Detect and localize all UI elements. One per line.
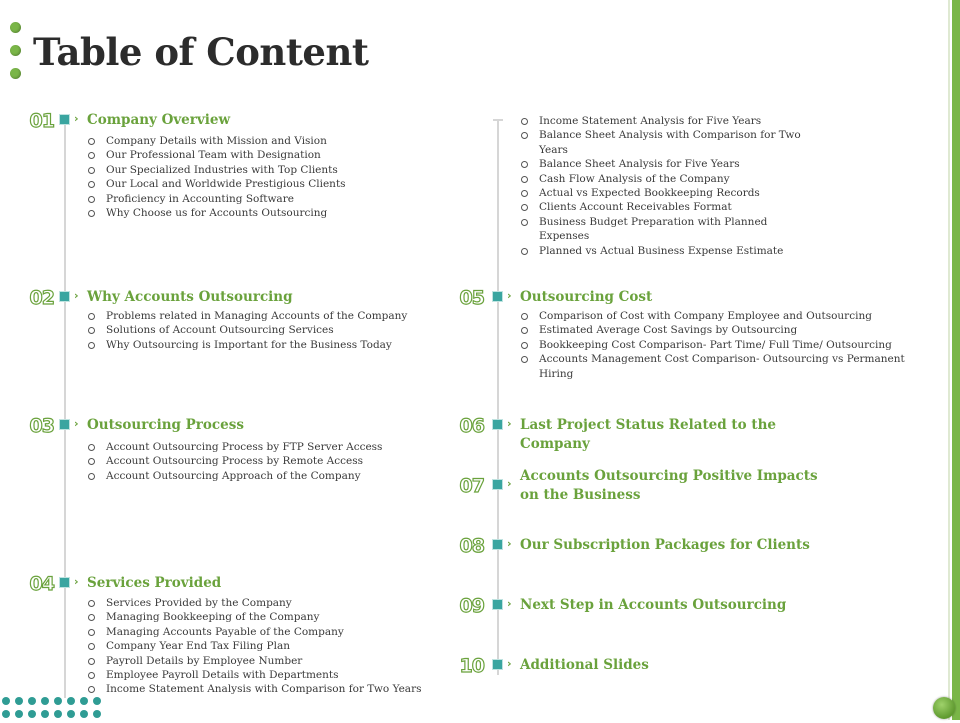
section-heading[interactable]: Accounts Outsourcing Positive Impacts on the Business — [520, 468, 818, 503]
list-item: Cash Flow Analysis of the Company — [520, 172, 810, 186]
chevron-right-icon: › — [507, 537, 512, 550]
marker-icon — [60, 292, 69, 301]
section-bullets — [87, 440, 447, 483]
list-item: Clients Account Receivables Format — [520, 200, 810, 214]
list-item: Balance Sheet Analysis with Comparison for Two Years — [520, 128, 810, 157]
dot-icon — [80, 710, 88, 718]
dot-icon — [41, 710, 49, 718]
marker-icon — [60, 420, 69, 429]
dot-icon — [28, 710, 36, 718]
section-heading[interactable]: Company Overview — [87, 112, 231, 128]
list-item: Estimated Average Cost Savings by Outsourcing — [520, 323, 940, 337]
section-number: 10 — [459, 655, 484, 677]
dot-icon — [28, 697, 36, 705]
list-item: Company Details with Mission and Vision — [87, 134, 447, 148]
list-item: Company Year End Tax Filing Plan — [87, 639, 447, 653]
list-item: Our Professional Team with Designation — [87, 148, 447, 162]
dot-icon — [54, 697, 62, 705]
list-item: Income Statement Analysis for Five Years — [520, 114, 810, 128]
right-border-bar — [952, 0, 960, 720]
list-item: Solutions of Account Outsourcing Services — [87, 323, 447, 337]
marker-icon — [493, 660, 502, 669]
chevron-right-icon: › — [507, 417, 512, 430]
decorative-ball-icon — [933, 697, 955, 719]
list-item: Why Choose us for Accounts Outsourcing — [87, 206, 447, 220]
dot-icon — [93, 697, 101, 705]
list-item: Bookkeeping Cost Comparison- Part Time/ Full Time/ Outsourcing — [520, 338, 940, 352]
section-number: 02 — [29, 287, 54, 309]
dot-icon — [10, 22, 21, 33]
list-item: Services Provided by the Company — [87, 596, 447, 610]
section-heading[interactable]: Outsourcing Process — [87, 417, 244, 433]
chevron-right-icon: › — [507, 657, 512, 670]
chevron-right-icon: › — [507, 477, 512, 490]
right-border-inner — [948, 0, 950, 720]
dot-icon — [2, 697, 10, 705]
list-item: Problems related in Managing Accounts of the Company — [87, 309, 447, 323]
dot-icon — [15, 710, 23, 718]
chevron-right-icon: › — [74, 417, 79, 430]
decorative-dot-grid — [2, 697, 101, 723]
marker-icon — [493, 420, 502, 429]
chevron-right-icon: › — [74, 575, 79, 588]
timeline-right-cap — [493, 119, 503, 121]
chevron-right-icon: › — [507, 289, 512, 302]
list-item: Business Budget Preparation with Planned Expenses — [520, 215, 810, 244]
list-item: Our Specialized Industries with Top Clients — [87, 163, 447, 177]
marker-icon — [60, 115, 69, 124]
marker-icon — [493, 480, 502, 489]
section-number: 07 — [459, 475, 484, 497]
timeline-left — [64, 118, 66, 698]
list-item: Payroll Details by Employee Number — [87, 654, 447, 668]
list-item: Our Local and Worldwide Prestigious Clients — [87, 177, 447, 191]
section-number: 01 — [29, 110, 54, 132]
list-item: Employee Payroll Details with Departments — [87, 668, 447, 682]
list-item: Managing Bookkeeping of the Company — [87, 610, 447, 624]
chevron-right-icon: › — [507, 597, 512, 610]
section-heading[interactable]: Outsourcing Cost — [520, 289, 653, 305]
section-04-continued-bullets — [520, 114, 810, 258]
section-heading[interactable]: Additional Slides — [520, 657, 649, 673]
section-number: 08 — [459, 535, 484, 557]
dot-icon — [15, 697, 23, 705]
section-bullets — [87, 309, 447, 352]
dot-icon — [54, 710, 62, 718]
dot-icon — [10, 45, 21, 56]
section-heading[interactable]: Last Project Status Related to the Company — [520, 417, 776, 452]
section-bullets — [520, 309, 940, 381]
list-item: Account Outsourcing Approach of the Company — [87, 469, 447, 483]
dot-icon — [67, 697, 75, 705]
marker-icon — [493, 600, 502, 609]
chevron-right-icon: › — [74, 112, 79, 125]
list-item: Proficiency in Accounting Software — [87, 192, 447, 206]
list-item: Actual vs Expected Bookkeeping Records — [520, 186, 810, 200]
list-item: Income Statement Analysis with Comparison for Two Years — [87, 682, 447, 696]
dot-icon — [93, 710, 101, 718]
marker-icon — [493, 292, 502, 301]
dot-icon — [2, 710, 10, 718]
dot-icon — [80, 697, 88, 705]
list-item: Planned vs Actual Business Expense Estimate — [520, 244, 810, 258]
section-number: 04 — [29, 573, 54, 595]
title-decoration-dots — [10, 22, 24, 91]
section-heading[interactable]: Why Accounts Outsourcing — [87, 289, 293, 305]
page-title: Table of Content — [33, 30, 369, 74]
section-number: 09 — [459, 595, 484, 617]
marker-icon — [60, 578, 69, 587]
chevron-right-icon: › — [74, 289, 79, 302]
section-heading[interactable]: Next Step in Accounts Outsourcing — [520, 597, 787, 613]
section-heading[interactable]: Our Subscription Packages for Clients — [520, 537, 810, 553]
dot-icon — [41, 697, 49, 705]
list-item: Accounts Management Cost Comparison- Outsourcing vs Permanent Hiring — [520, 352, 940, 381]
list-item: Why Outsourcing is Important for the Business Today — [87, 338, 447, 352]
list-item: Balance Sheet Analysis for Five Years — [520, 157, 810, 171]
section-number: 06 — [459, 415, 484, 437]
section-heading[interactable]: Services Provided — [87, 575, 222, 591]
section-bullets — [87, 134, 447, 220]
timeline-right — [497, 120, 499, 675]
dot-icon — [10, 68, 21, 79]
list-item: Comparison of Cost with Company Employee and Outsourcing — [520, 309, 940, 323]
list-item: Managing Accounts Payable of the Company — [87, 625, 447, 639]
section-number: 03 — [29, 415, 54, 437]
list-item: Account Outsourcing Process by Remote Access — [87, 454, 447, 468]
list-item: Account Outsourcing Process by FTP Server Access — [87, 440, 447, 454]
section-bullets — [87, 596, 447, 697]
dot-icon — [67, 710, 75, 718]
section-number: 05 — [459, 287, 484, 309]
marker-icon — [493, 540, 502, 549]
